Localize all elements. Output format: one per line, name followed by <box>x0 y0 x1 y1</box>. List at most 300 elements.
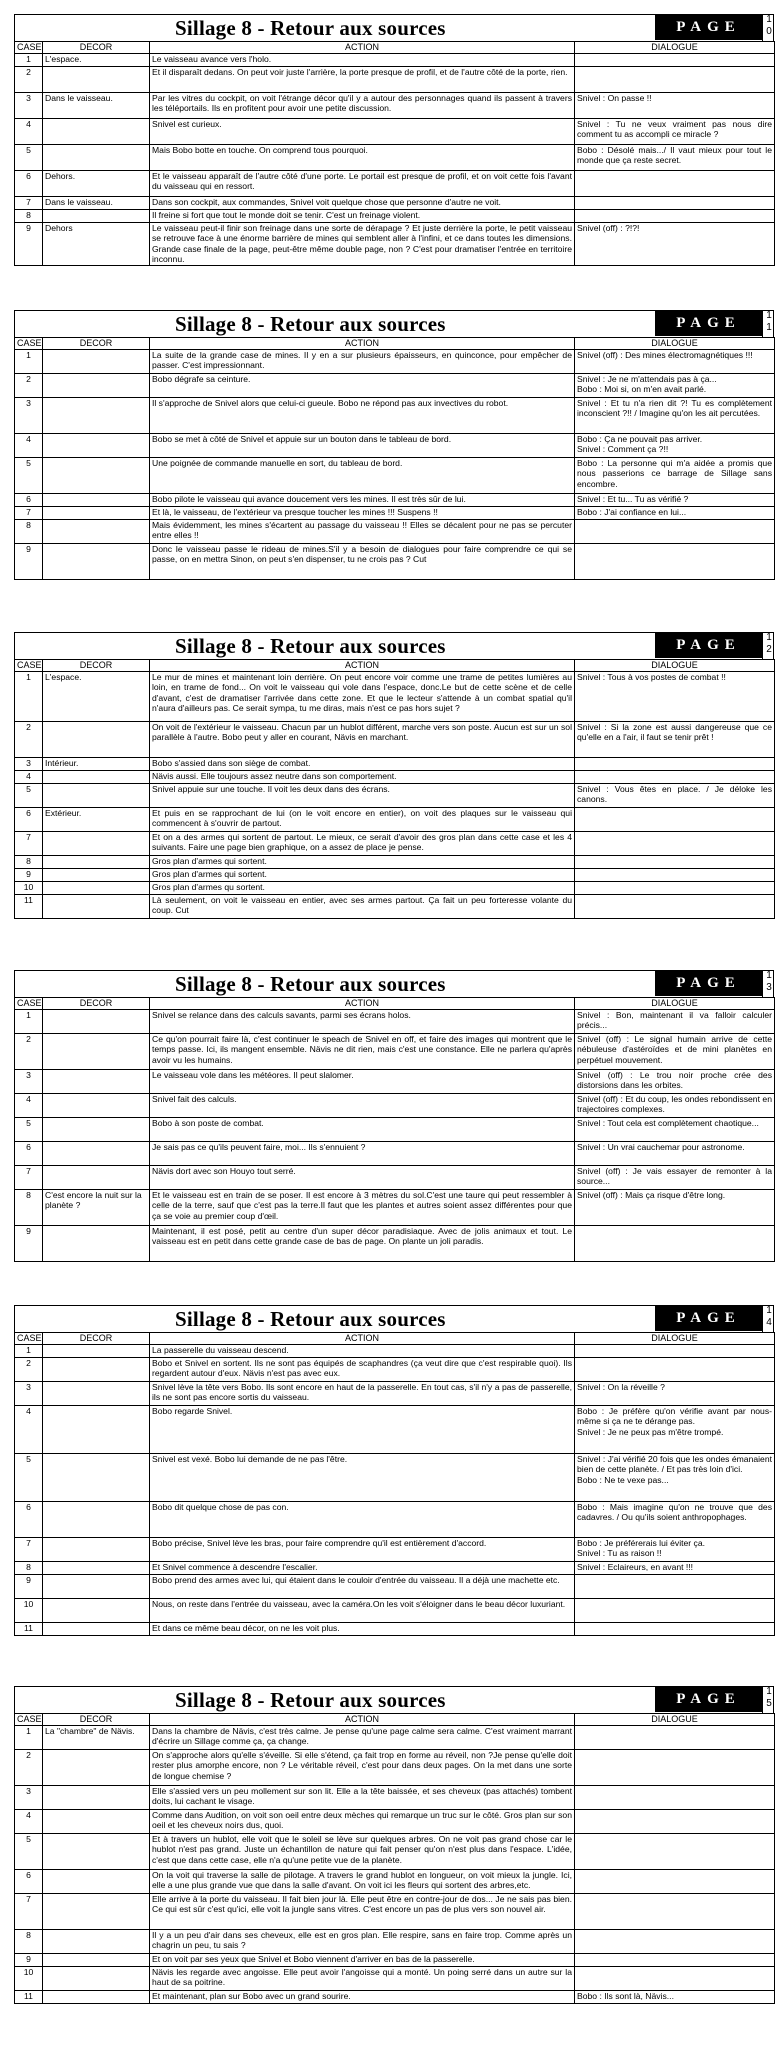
decor-cell <box>43 374 150 398</box>
page-number <box>762 14 775 41</box>
dialogue-cell <box>575 856 775 869</box>
action-cell: Et le vaisseau est en train de se poser. Il est encore à 3 mètres du sol.C'est une taure qui peut ressembler à celle de la terre, sauf que c'est pas la terre.Il faut que les plantes et autres soient assez différentes pour que ça se voie au premier coup d'œil. <box>150 1190 575 1226</box>
col-header-case: CASE <box>15 660 43 672</box>
action-cell: Et dans ce même beau décor, on ne les voit plus. <box>150 1623 575 1636</box>
script-table <box>14 1713 775 2004</box>
action-cell: Le vaisseau peut-il finir son freinage dans une sorte de dérapage ? Et juste derrière la porte, le petit vaisseau se retrouve face à une énorme barrière de mines qui semblent aller à l'infini, et ce dans toutes les dimensions. Grande case finale de la page, peut-être même double page, non ? C'est pour dramatiser l'entrée en territoire inconnu. <box>150 223 575 266</box>
decor-cell <box>43 67 150 93</box>
case-number: 11 <box>15 1623 43 1636</box>
action-cell: Comme dans Audition, on voit son oeil entre deux mèches qui remarque un truc sur le côté. Gros plan sur son oeil et les cheveux noirs dus, quoi. <box>150 1810 575 1834</box>
decor-cell: Dehors. <box>43 171 150 197</box>
script-sheet <box>14 310 774 580</box>
decor-cell <box>43 1010 150 1034</box>
decor-cell <box>43 784 150 808</box>
page-digit: 1 <box>766 632 772 643</box>
case-number: 10 <box>15 1599 43 1623</box>
dialogue-cell <box>575 1599 775 1623</box>
dialogue-cell: Snivel : Si la zone est aussi dangereuse que ce qu'elle en a l'air, il faut se tenir prêt ! <box>575 722 775 758</box>
action-cell: Snivel lève la tête vers Bobo. Ils sont encore en haut de la passerelle. En tout cas, s'il n'y a pas de passerelle, ils ne sont pas encore sortis du vaisseau. <box>150 1382 575 1406</box>
decor-cell <box>43 856 150 869</box>
page-label: PAGE <box>655 310 762 336</box>
table-row <box>15 1034 775 1070</box>
page-digit: 1 <box>766 1305 772 1316</box>
col-header-action: ACTION <box>150 998 575 1010</box>
case-number: 3 <box>15 758 43 771</box>
case-number: 3 <box>15 1382 43 1406</box>
case-number: 2 <box>15 1358 43 1382</box>
action-cell: Bobo précise, Snivel lève les bras, pour faire comprendre qu'il est entièrement d'accord. <box>150 1538 575 1562</box>
decor-cell <box>43 869 150 882</box>
dialogue-cell <box>575 1930 775 1954</box>
case-number: 8 <box>15 856 43 869</box>
table-header-row <box>15 338 775 350</box>
decor-cell <box>43 1166 150 1190</box>
table-row <box>15 895 775 919</box>
dialogue-cell: Snivel : Tout cela est complètement chaotique... <box>575 1118 775 1142</box>
action-cell: Snivel est vexé. Bobo lui demande de ne pas l'être. <box>150 1454 575 1502</box>
action-cell: Il s'approche de Snivel alors que celui-ci gueule. Bobo ne répond pas aux invectives du robot. <box>150 398 575 434</box>
case-number: 7 <box>15 197 43 210</box>
case-number: 3 <box>15 1070 43 1094</box>
dialogue-cell: Snivel : Tu ne veux vraiment pas nous dire comment tu as accompli ce miracle ? <box>575 119 775 145</box>
dialogue-cell <box>575 1894 775 1930</box>
sheet-title: Sillage 8 - Retour aux sources <box>175 1688 446 1712</box>
case-number: 3 <box>15 1786 43 1810</box>
dialogue-cell: Snivel (off) : Et du coup, les ondes rebondissent en trajectoires complexes. <box>575 1094 775 1118</box>
dialogue-cell: Snivel : On la réveille ? <box>575 1382 775 1406</box>
decor-cell <box>43 119 150 145</box>
table-row <box>15 1562 775 1575</box>
case-number: 8 <box>15 210 43 223</box>
dialogue-cell <box>575 210 775 223</box>
sheet-title: Sillage 8 - Retour aux sources <box>175 16 446 40</box>
table-row <box>15 1599 775 1623</box>
col-header-dialogue: DIALOGUE <box>575 42 775 54</box>
col-header-case: CASE <box>15 42 43 54</box>
action-cell: Mais Bobo botte en touche. On comprend tous pourquoi. <box>150 145 575 171</box>
case-number: 6 <box>15 171 43 197</box>
sheet-header <box>14 310 774 337</box>
table-row <box>15 398 775 434</box>
case-number: 2 <box>15 722 43 758</box>
decor-cell <box>43 1226 150 1262</box>
decor-cell <box>43 895 150 919</box>
dialogue-cell <box>575 1226 775 1262</box>
table-row <box>15 1991 775 2004</box>
dialogue-cell: Snivel : Eclaireurs, en avant !!! <box>575 1562 775 1575</box>
case-number: 2 <box>15 374 43 398</box>
script-sheet <box>14 14 774 266</box>
table-row <box>15 1406 775 1454</box>
action-cell: Nävis les regarde avec angoisse. Elle peut avoir l'angoisse qui a monté. Un poing serré dans un autre sur la haut de sa poitrine. <box>150 1967 575 1991</box>
case-number: 1 <box>15 54 43 67</box>
decor-cell <box>43 1406 150 1454</box>
page-digit: 1 <box>766 14 772 25</box>
dialogue-cell: Snivel : J'ai vérifié 20 fois que les ondes émanaient bien de cette planète. / Et pas très loin d'ici. Bobo : Ne te vexe pas... <box>575 1454 775 1502</box>
dialogue-cell <box>575 832 775 856</box>
decor-cell <box>43 771 150 784</box>
case-number: 2 <box>15 1750 43 1786</box>
action-cell: Ce qu'on pourrait faire là, c'est continuer le speach de Snivel en off, et faire des images qui montrent que le temps passe. Ici, ils mangent ensemble. Nävis ne dit rien, mais c'est une constance. Elle ne parlera qu'après avoir vu les humains. <box>150 1034 575 1070</box>
action-cell: Là seulement, on voit le vaisseau en entier, avec ses armes partout. Ça fait un peu forteresse volante du coup. Cut <box>150 895 575 919</box>
page-number <box>762 970 775 997</box>
action-cell: Elle arrive à la porte du vaisseau. Il fait bien jour là. Elle peut être en contre-jour de dos... Je ne sais pas bien. Ce qui est sûr c'est qu'ici, elle voit la jungle sans vitres. C'est encore un pas de plus vers son nouvel air. <box>150 1894 575 1930</box>
dialogue-cell: Snivel (off) : Des mines électromagnétiques !!! <box>575 350 775 374</box>
decor-cell: La "chambre" de Nävis. <box>43 1726 150 1750</box>
table-row <box>15 54 775 67</box>
decor-cell <box>43 458 150 494</box>
dialogue-cell <box>575 771 775 784</box>
decor-cell: Dans le vaisseau. <box>43 93 150 119</box>
table-row <box>15 1726 775 1750</box>
decor-cell <box>43 882 150 895</box>
action-cell: On voit de l'extérieur le vaisseau. Chacun par un hublot différent, marche vers son poste. Aucun est sur un sol parallèle à l'autre. Bobo peut y aller en courant, Nävis en marchant. <box>150 722 575 758</box>
sheet-title: Sillage 8 - Retour aux sources <box>175 972 446 996</box>
script-table <box>14 337 775 580</box>
action-cell: Bobo pilote le vaisseau qui avance doucement vers les mines. Il est très sûr de lui. <box>150 494 575 507</box>
dialogue-cell <box>575 758 775 771</box>
table-row <box>15 1575 775 1599</box>
page-digit: 3 <box>766 982 772 993</box>
case-number: 6 <box>15 1142 43 1166</box>
dialogue-cell <box>575 171 775 197</box>
dialogue-cell: Bobo : J'ai confiance en lui... <box>575 507 775 520</box>
case-number: 2 <box>15 67 43 93</box>
script-sheet <box>14 632 774 919</box>
case-number: 1 <box>15 1345 43 1358</box>
action-cell: Je sais pas ce qu'ils peuvent faire, moi... Ils s'ennuient ? <box>150 1142 575 1166</box>
page-label: PAGE <box>655 14 762 40</box>
action-cell: Et on voit par ses yeux que Snivel et Bobo viennent d'arriver en bas de la passerelle. <box>150 1954 575 1967</box>
table-row <box>15 1094 775 1118</box>
table-row <box>15 784 775 808</box>
decor-cell <box>43 1750 150 1786</box>
action-cell: Le vaisseau avance vers l'holo. <box>150 54 575 67</box>
script-table <box>14 659 775 919</box>
col-header-decor: DECOR <box>43 42 150 54</box>
page-digit: 0 <box>766 26 772 37</box>
decor-cell <box>43 1094 150 1118</box>
dialogue-cell: Snivel (off) : Mais ça risque d'être long. <box>575 1190 775 1226</box>
col-header-dialogue: DIALOGUE <box>575 660 775 672</box>
case-number: 11 <box>15 895 43 919</box>
action-cell: Bobo et Snivel en sortent. Ils ne sont pas équipés de scaphandres (ça veut dire que c'est respirable quoi). Ils regardent autour d'eux. Nävis n'est pas avec eux. <box>150 1358 575 1382</box>
table-row <box>15 93 775 119</box>
table-header-row <box>15 660 775 672</box>
page-digit: 5 <box>766 1698 772 1709</box>
action-cell: On la voit qui traverse la salle de pilotage. A travers le grand hublot en longueur, on voit mieux la jungle. Ici, elle a une plus grande vue que dans la salle d'avant. On voit ici les fleurs qui sortent des arbres,etc. <box>150 1870 575 1894</box>
action-cell: Et à travers un hublot, elle voit que le soleil se lève sur quelques arbres. On ne voit pas grand chose car le hublot n'est pas grand. Juste un échantillon de nature qui fait penser qu'on n'est plus dans l'espace. L'idée, c'est que dans cette case, elle n'a qu'une petite vue de la planète. <box>150 1834 575 1870</box>
decor-cell <box>43 520 150 544</box>
table-row <box>15 434 775 458</box>
decor-cell <box>43 507 150 520</box>
case-number: 5 <box>15 1118 43 1142</box>
decor-cell <box>43 544 150 580</box>
decor-cell: Intérieur. <box>43 758 150 771</box>
table-row <box>15 1502 775 1538</box>
col-header-action: ACTION <box>150 1714 575 1726</box>
action-cell: Elle s'assied vers un peu mollement sur son lit. Elle a la tête baissée, et ses cheveux (pas attachés) tombent doits, lui cachant le visage. <box>150 1786 575 1810</box>
dialogue-cell: Snivel : Vous êtes en place. / Je déloke les canons. <box>575 784 775 808</box>
dialogue-cell: Snivel : Je ne m'attendais pas à ça... Bobo : Moi si, on m'en avait parlé. <box>575 374 775 398</box>
action-cell: Dans la chambre de Nävis, c'est très calme. Je pense qu'une page calme sera calme. C'est vraiment marrant d'écrire un Sillage comme ça, ça change. <box>150 1726 575 1750</box>
script-sheet <box>14 1305 774 1636</box>
dialogue-cell <box>575 544 775 580</box>
decor-cell <box>43 832 150 856</box>
case-number: 4 <box>15 434 43 458</box>
case-number: 5 <box>15 458 43 494</box>
col-header-action: ACTION <box>150 1333 575 1345</box>
dialogue-cell <box>575 1358 775 1382</box>
dialogue-cell <box>575 1345 775 1358</box>
action-cell: La passerelle du vaisseau descend. <box>150 1345 575 1358</box>
col-header-action: ACTION <box>150 338 575 350</box>
decor-cell <box>43 1454 150 1502</box>
col-header-case: CASE <box>15 998 43 1010</box>
decor-cell <box>43 145 150 171</box>
col-header-dialogue: DIALOGUE <box>575 1714 775 1726</box>
sheet-title: Sillage 8 - Retour aux sources <box>175 312 446 336</box>
case-number: 7 <box>15 1166 43 1190</box>
page-number <box>762 310 775 337</box>
action-cell: Bobo dit quelque chose de pas con. <box>150 1502 575 1538</box>
col-header-decor: DECOR <box>43 338 150 350</box>
decor-cell <box>43 1786 150 1810</box>
decor-cell <box>43 1810 150 1834</box>
dialogue-cell: Bobo : Désolé mais.../ Il vaut mieux pour tout le monde que ça reste secret. <box>575 145 775 171</box>
dialogue-cell <box>575 1834 775 1870</box>
case-number: 7 <box>15 1894 43 1930</box>
decor-cell: Extérieur. <box>43 808 150 832</box>
page-label: PAGE <box>655 970 762 996</box>
col-header-decor: DECOR <box>43 660 150 672</box>
case-number: 3 <box>15 93 43 119</box>
action-cell: Et il disparaît dedans. On peut voir juste l'arrière, la porte presque de profil, et de l'autre côté de la porte, rien. <box>150 67 575 93</box>
table-row <box>15 1786 775 1810</box>
case-number: 9 <box>15 1575 43 1599</box>
dialogue-cell: Bobo : Je préférerais lui éviter ça. Snivel : Tu as raison !! <box>575 1538 775 1562</box>
page-digit: 1 <box>766 1686 772 1697</box>
col-header-dialogue: DIALOGUE <box>575 338 775 350</box>
table-row <box>15 210 775 223</box>
col-header-dialogue: DIALOGUE <box>575 998 775 1010</box>
table-row <box>15 1166 775 1190</box>
action-cell: Bobo regarde Snivel. <box>150 1406 575 1454</box>
decor-cell <box>43 1070 150 1094</box>
table-row <box>15 1870 775 1894</box>
action-cell: Le vaisseau vole dans les météores. Il peut slalomer. <box>150 1070 575 1094</box>
dialogue-cell <box>575 1810 775 1834</box>
table-row <box>15 374 775 398</box>
table-header-row <box>15 1714 775 1726</box>
case-number: 4 <box>15 1406 43 1454</box>
table-row <box>15 507 775 520</box>
table-row <box>15 544 775 580</box>
decor-cell <box>43 1991 150 2004</box>
action-cell: Mais évidemment, les mines s'écartent au passage du vaisseau !! Elles se décalent pour ne pas se percuter entre elles !! <box>150 520 575 544</box>
table-row <box>15 171 775 197</box>
table-row <box>15 1954 775 1967</box>
col-header-decor: DECOR <box>43 1714 150 1726</box>
action-cell: Et le vaisseau apparaît de l'autre côté d'une porte. Le portail est presque de profil, et on voit cette fois l'avant du vaisseau qui en ressort. <box>150 171 575 197</box>
case-number: 7 <box>15 832 43 856</box>
case-number: 8 <box>15 1562 43 1575</box>
case-number: 7 <box>15 507 43 520</box>
table-row <box>15 1190 775 1226</box>
table-row <box>15 869 775 882</box>
table-row <box>15 119 775 145</box>
case-number: 8 <box>15 520 43 544</box>
case-number: 6 <box>15 808 43 832</box>
decor-cell <box>43 722 150 758</box>
case-number: 1 <box>15 1726 43 1750</box>
decor-cell <box>43 1118 150 1142</box>
dialogue-cell <box>575 1967 775 1991</box>
dialogue-cell: Bobo : Ça ne pouvait pas arriver. Snivel : Comment ça ?!! <box>575 434 775 458</box>
table-row <box>15 856 775 869</box>
table-row <box>15 672 775 722</box>
script-table <box>14 1332 775 1636</box>
action-cell: Nävis aussi. Elle toujours assez neutre dans son comportement. <box>150 771 575 784</box>
table-row <box>15 1345 775 1358</box>
decor-cell <box>43 494 150 507</box>
decor-cell <box>43 1954 150 1967</box>
decor-cell: C'est encore la nuit sur la planète ? <box>43 1190 150 1226</box>
table-row <box>15 1118 775 1142</box>
table-row <box>15 808 775 832</box>
decor-cell: Dehors <box>43 223 150 266</box>
dialogue-cell: Snivel (off) : ?!?! <box>575 223 775 266</box>
decor-cell <box>43 1562 150 1575</box>
action-cell: Bobo dégrafe sa ceinture. <box>150 374 575 398</box>
case-number: 6 <box>15 1870 43 1894</box>
decor-cell: L'espace. <box>43 54 150 67</box>
action-cell: Et Snivel commence à descendre l'escalier. <box>150 1562 575 1575</box>
dialogue-cell: Snivel : Et tu n'a rien dit ?! Tu es complètement inconscient ?!! / Imagine qu'on les ait percutées. <box>575 398 775 434</box>
table-header-row <box>15 42 775 54</box>
dialogue-cell <box>575 197 775 210</box>
page-label: PAGE <box>655 1305 762 1331</box>
case-number: 9 <box>15 1226 43 1262</box>
action-cell: Snivel appuie sur une touche. Il voit les deux dans des écrans. <box>150 784 575 808</box>
dialogue-cell <box>575 882 775 895</box>
page-number <box>762 632 775 659</box>
action-cell: Une poignée de commande manuelle en sort, du tableau de bord. <box>150 458 575 494</box>
page-digit: 1 <box>766 310 772 321</box>
decor-cell <box>43 350 150 374</box>
dialogue-cell: Snivel : Tous à vos postes de combat !! <box>575 672 775 722</box>
page-number <box>762 1305 775 1332</box>
case-number: 9 <box>15 223 43 266</box>
table-header-row <box>15 1333 775 1345</box>
case-number: 7 <box>15 1538 43 1562</box>
case-number: 9 <box>15 544 43 580</box>
dialogue-cell: Bobo : Mais imagine qu'on ne trouve que des cadavres. / Ou qu'ils soient anthropophages. <box>575 1502 775 1538</box>
case-number: 5 <box>15 145 43 171</box>
dialogue-cell: Bobo : Ils sont là, Nävis... <box>575 1991 775 2004</box>
dialogue-cell <box>575 520 775 544</box>
decor-cell <box>43 434 150 458</box>
case-number: 1 <box>15 1010 43 1034</box>
case-number: 4 <box>15 1810 43 1834</box>
decor-cell <box>43 1930 150 1954</box>
dialogue-cell <box>575 869 775 882</box>
action-cell: La suite de la grande case de mines. Il y en a sur plusieurs épaisseurs, en quinconce, pour empêcher de passer. C'est impressionnant. <box>150 350 575 374</box>
decor-cell <box>43 1894 150 1930</box>
table-row <box>15 771 775 784</box>
decor-cell <box>43 1345 150 1358</box>
sheet-header <box>14 14 774 41</box>
case-number: 9 <box>15 1954 43 1967</box>
dialogue-cell <box>575 1575 775 1599</box>
action-cell: Snivel fait des calculs. <box>150 1094 575 1118</box>
case-number: 3 <box>15 398 43 434</box>
table-row <box>15 1810 775 1834</box>
action-cell: Par les vitres du cockpit, on voit l'étrange décor qu'il y a autour des personnages quand ils passent à travers les téléportails. Ils en profitent pour avoir une petite discussion. <box>150 93 575 119</box>
table-row <box>15 758 775 771</box>
page-label: PAGE <box>655 632 762 658</box>
table-row <box>15 458 775 494</box>
action-cell: Gros plan d'armes qui sortent. <box>150 856 575 869</box>
decor-cell <box>43 1358 150 1382</box>
action-cell: Bobo prend des armes avec lui, qui étaient dans le couloir d'entrée du vaisseau. Il a déjà une machette etc. <box>150 1575 575 1599</box>
case-number: 4 <box>15 1094 43 1118</box>
dialogue-cell: Bobo : La personne qui m'a aidée a promis que nous passerions ce barrage de Sillage sans encombre. <box>575 458 775 494</box>
table-row <box>15 1454 775 1502</box>
action-cell: Et on a des armes qui sortent de partout. Le mieux, ce serait d'avoir des gros plan dans cette case et les 4 suivants. Faire une page bien graphique, on a assez de place je pense. <box>150 832 575 856</box>
action-cell: Il freine si fort que tout le monde doit se tenir. C'est un freinage violent. <box>150 210 575 223</box>
action-cell: Et maintenant, plan sur Bobo avec un grand sourire. <box>150 1991 575 2004</box>
table-row <box>15 832 775 856</box>
col-header-action: ACTION <box>150 42 575 54</box>
case-number: 4 <box>15 119 43 145</box>
decor-cell <box>43 1575 150 1599</box>
decor-cell <box>43 1967 150 1991</box>
table-row <box>15 1538 775 1562</box>
case-number: 8 <box>15 1190 43 1226</box>
table-row <box>15 1010 775 1034</box>
page-digit: 4 <box>766 1317 772 1328</box>
page-digit: 1 <box>766 970 772 981</box>
case-number: 6 <box>15 1502 43 1538</box>
dialogue-cell <box>575 895 775 919</box>
case-number: 5 <box>15 1454 43 1502</box>
col-header-case: CASE <box>15 1714 43 1726</box>
action-cell: Donc le vaisseau passe le rideau de mines.S'il y a besoin de dialogues pour faire comprendre ce qui se passe, on en mettra Sinon, on peut s'en dispenser, tu ne crois pas ? Cut <box>150 544 575 580</box>
decor-cell: L'espace. <box>43 672 150 722</box>
col-header-decor: DECOR <box>43 1333 150 1345</box>
case-number: 11 <box>15 1991 43 2004</box>
decor-cell <box>43 1034 150 1070</box>
dialogue-cell <box>575 1623 775 1636</box>
table-row <box>15 145 775 171</box>
decor-cell <box>43 1599 150 1623</box>
decor-cell <box>43 1502 150 1538</box>
action-cell: Snivel est curieux. <box>150 119 575 145</box>
col-header-case: CASE <box>15 338 43 350</box>
dialogue-cell: Snivel (off) : Je vais essayer de remonter à la source... <box>575 1166 775 1190</box>
case-number: 1 <box>15 672 43 722</box>
dialogue-cell <box>575 54 775 67</box>
action-cell: Et puis en se rapprochant de lui (on le voit encore en entier), on voit des plaques sur le vaisseau qui commencent à s'ouvrir de partout. <box>150 808 575 832</box>
col-header-dialogue: DIALOGUE <box>575 1333 775 1345</box>
action-cell: On s'approche alors qu'elle s'éveille. Si elle s'étend, ça fait trop en forme au réveil, non ?Je pense qu'elle doit rester plus amorphe encore, non ? Le véritable réveil, c'est pour dans deux pages. On la met dans une sorte de longue chemise ? <box>150 1750 575 1786</box>
decor-cell <box>43 210 150 223</box>
table-row <box>15 223 775 266</box>
sheet-header <box>14 632 774 659</box>
col-header-action: ACTION <box>150 660 575 672</box>
table-row <box>15 67 775 93</box>
